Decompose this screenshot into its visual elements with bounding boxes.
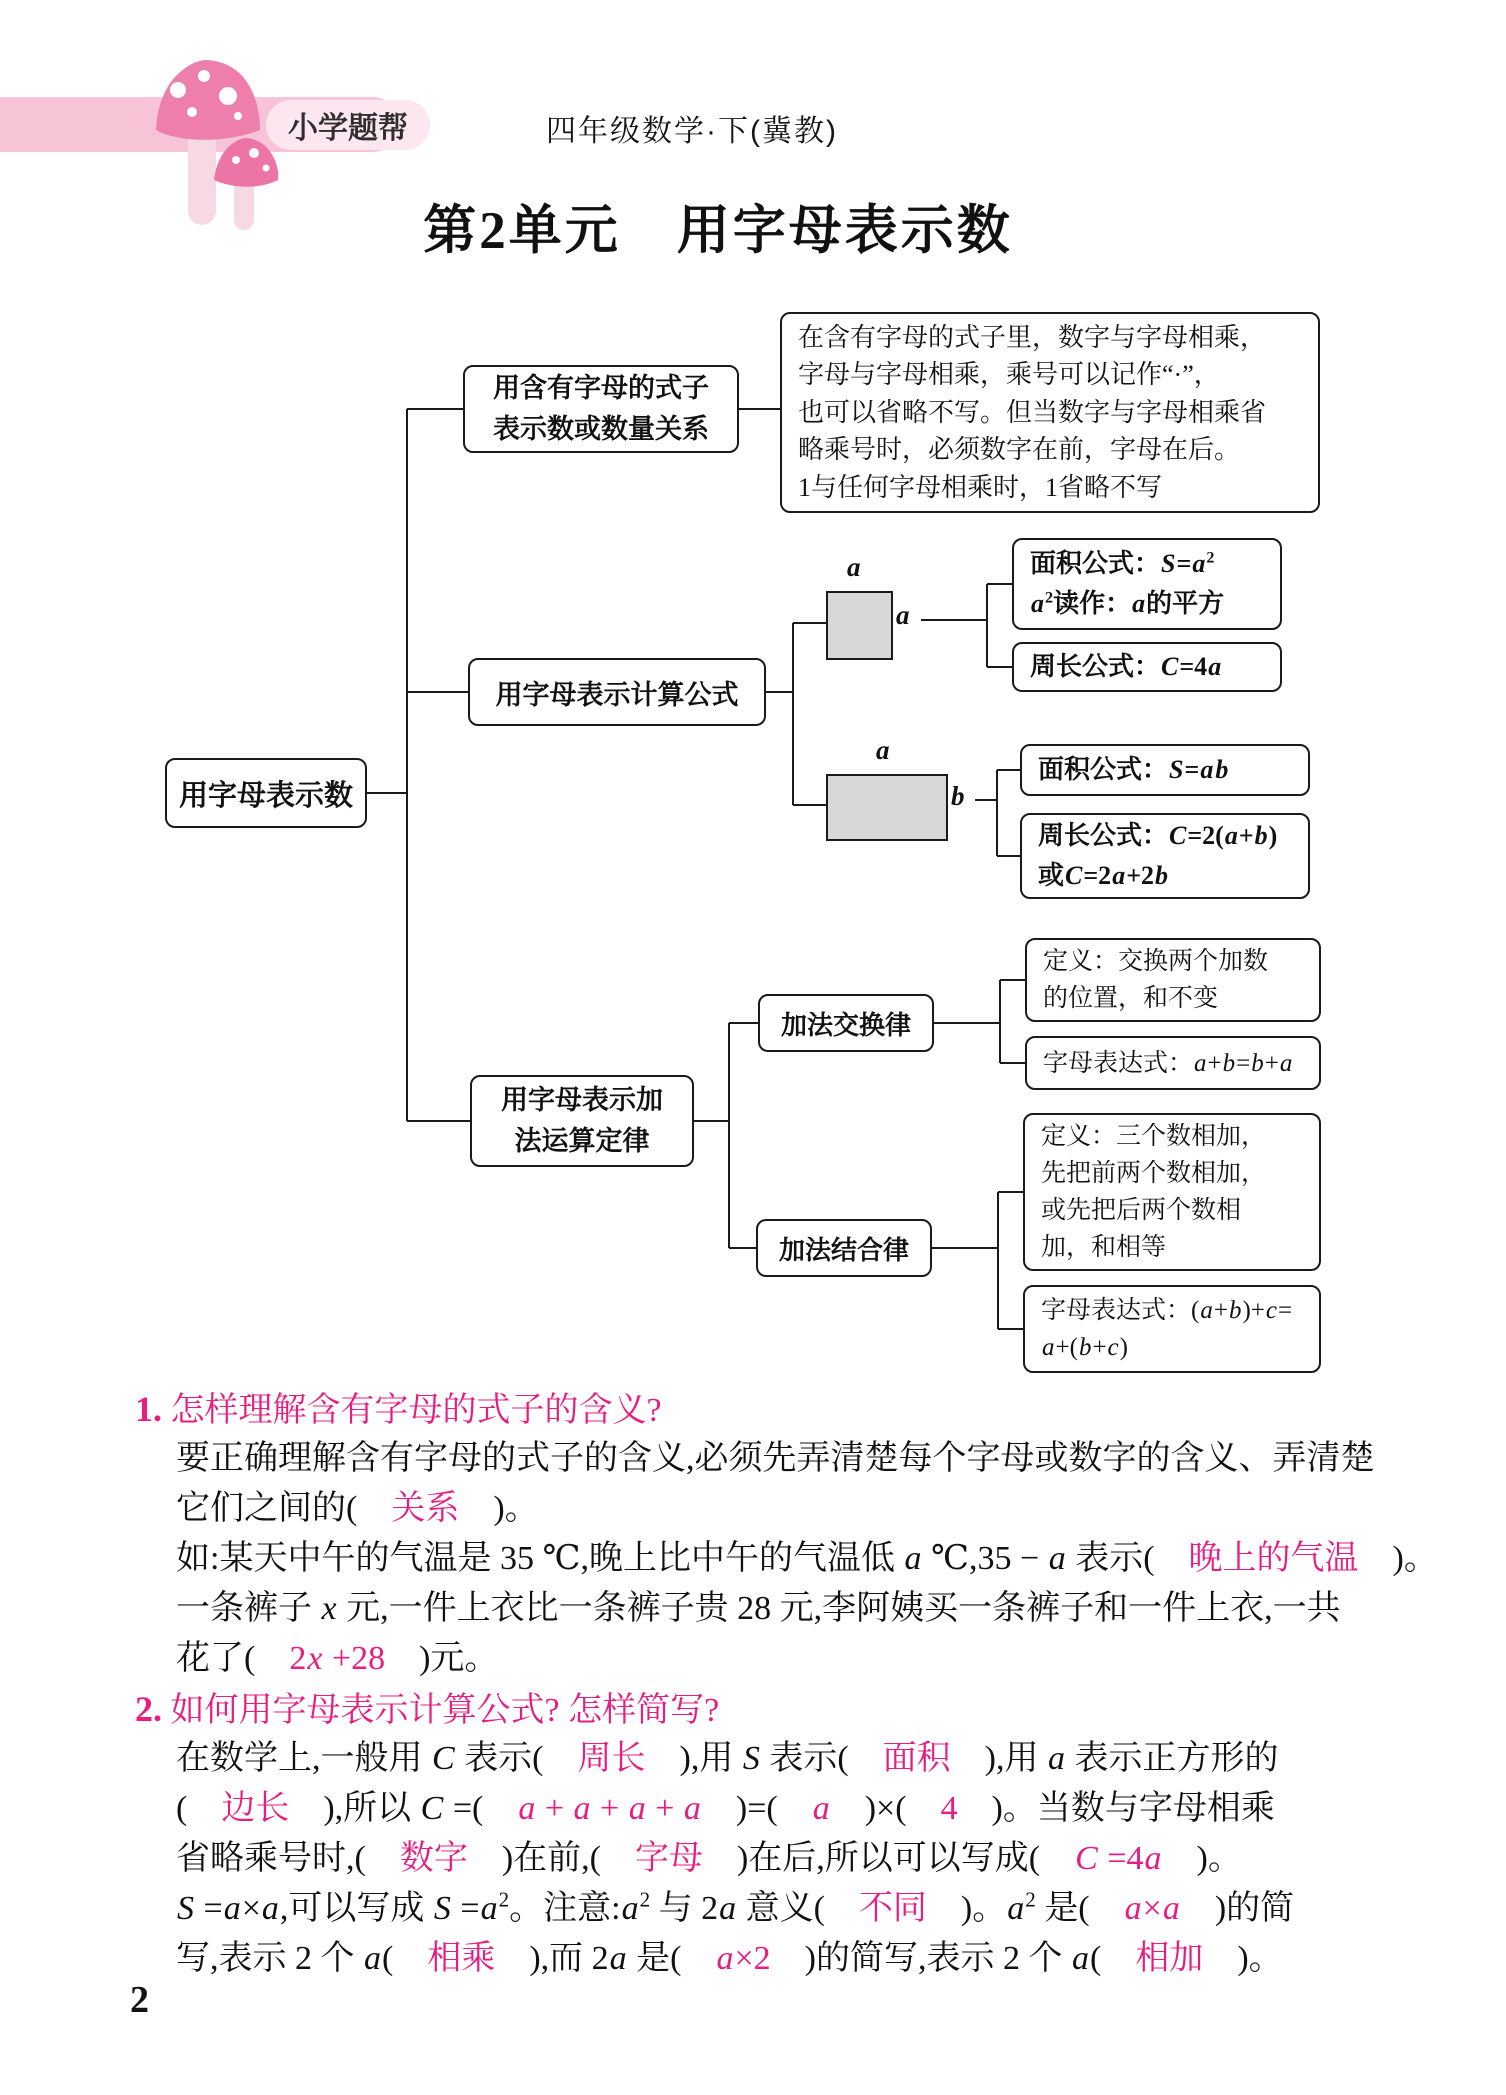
associative-law-label: 加法结合律 (778, 1235, 909, 1265)
box-text-line: 周长公式：C=2(a+b) (1038, 821, 1278, 850)
answer-text-line: 要正确理解含有字母的式子的含义,必须先弄清楚每个字母或数字的含义、弄清楚 (176, 1440, 1375, 1477)
branch-formulas-label: 用字母表示计算公式 (495, 679, 739, 710)
commutative-law-label: 加法交换律 (780, 1010, 911, 1040)
box-text-line: 用字母表示加 (501, 1085, 663, 1115)
answer-text-line: 它们之间的( 关系 )。 (176, 1490, 539, 1527)
box-text-line: 字母与字母相乘，乘号可以记作“·”， (798, 360, 1220, 390)
box-text-line: 的位置，和不变 (1043, 985, 1219, 1012)
square-area-formula-box (1012, 538, 1282, 630)
answer-text-line: 花了( 2x +28 )元。 (176, 1640, 499, 1677)
box-text-line: $a^2$读作：a的平方 (1031, 589, 1225, 618)
qa-section (135, 1384, 1480, 1984)
square-side-right-label: a (896, 600, 910, 630)
answer-text-line: ( 边长 ),所以 C =( a + a + a + a )=( a )×( 4 )。当数与字母相乘 (176, 1790, 1275, 1827)
associative-expression-box (1023, 1285, 1321, 1373)
box-text-line: 也可以省略不写。但当数字与字母相乘省 (798, 397, 1267, 427)
box-text-line: 在含有字母的式子里，数字与字母相乘， (798, 322, 1267, 352)
rectangle-side-top-label: a (876, 735, 890, 765)
square-perimeter-formula-box (1012, 642, 1282, 692)
box-text-line: 法运算定律 (514, 1126, 650, 1156)
answer-text-line: 省略乘号时,( 数字 )在前,( 字母 )在后,所以可以写成( C =4a )。 (176, 1840, 1242, 1877)
answer-text-line: 在数学上,一般用 C 表示( 周长 ),用 S 表示( 面积 ),用 a 表示正方形的 (176, 1740, 1279, 1777)
branch-addition-laws-box (470, 1075, 694, 1167)
answer-text-line: S =a×a,可以写成 $S =a^2$。注意$:a^2$ 与 2a 意义( 不同 )。$a^2$ 是( a×a )的简 (177, 1887, 1295, 1927)
box-text-line: 用含有字母的式子 (493, 373, 709, 403)
box-text-line: 1与任何字母相乘时，1省略不写 (798, 472, 1163, 502)
answer-text-line: 写,表示 2 个 a( 相乘 ),而 2a 是( a×2 )的简写,表示 2 个 a( 相加 )。 (176, 1940, 1283, 1977)
commutative-expression-box (1025, 1036, 1321, 1090)
box-text-line: 字母表达式：(a+b)+c= (1041, 1297, 1293, 1324)
box-text-line: a+(b+c) (1042, 1334, 1128, 1361)
brand-badge-label: 小学题帮 (288, 112, 408, 145)
question-heading: 2. 如何用字母表示计算公式? 怎样简写? (135, 1689, 720, 1729)
associative-law-box (756, 1219, 932, 1277)
box-text-line: 面积公式：$S=a^2$ (1030, 549, 1215, 578)
box-text-line: 或C=2a+2b (1038, 861, 1169, 890)
page-title: 第2单元 用字母表示数 (423, 202, 1013, 260)
box-text-line: 字母表达式：a+b=b+a (1043, 1049, 1293, 1077)
rectangle-perimeter-formula-box (1020, 813, 1310, 899)
commutative-definition-box (1025, 938, 1321, 1022)
concept-root-box (165, 758, 367, 828)
box-text-line: 表示数或数量关系 (493, 414, 709, 444)
box-text-line: 加，和相等 (1041, 1234, 1167, 1261)
page-number: 2 (130, 1979, 149, 2021)
question-heading: 1. 怎样理解含有字母的式子的含义? (135, 1389, 662, 1429)
rectangle-side-right-label: b (951, 781, 965, 811)
answer-text-line: 如:某天中午的气温是 35 ℃,晚上比中午的气温低 a ℃,35 − a 表示( 晚上的气温 )。 (176, 1540, 1438, 1577)
expressions-note-box (780, 312, 1320, 513)
rectangle-area-formula-box (1020, 744, 1310, 796)
box-text-line: 面积公式：S=ab (1038, 755, 1229, 784)
box-text-line: 定义：三个数相加， (1041, 1123, 1267, 1150)
concept-root-label: 用字母表示数 (178, 779, 353, 812)
answer-text-line: 一条裤子 x 元,一件上衣比一条裤子贵 28 元,李阿姨买一条裤子和一件上衣,一共 (176, 1590, 1341, 1627)
branch-formulas-box (468, 658, 766, 726)
commutative-law-box (758, 994, 934, 1052)
associative-definition-box (1023, 1113, 1321, 1271)
square-side-top-label: a (847, 552, 861, 582)
box-text-line: 先把前两个数相加， (1041, 1160, 1267, 1187)
box-text-line: 略乘号时，必须数字在前，字母在后。 (798, 435, 1241, 465)
square-shape (826, 591, 893, 660)
branch-expressions-box (463, 365, 739, 453)
rectangle-shape (826, 774, 948, 841)
edition-label: 四年级数学·下(冀教) (546, 115, 838, 148)
box-text-line: 或先把后两个数相 (1041, 1197, 1242, 1224)
box-text-line: 周长公式：C=4a (1030, 652, 1222, 681)
box-text-line: 定义：交换两个加数 (1043, 948, 1269, 975)
